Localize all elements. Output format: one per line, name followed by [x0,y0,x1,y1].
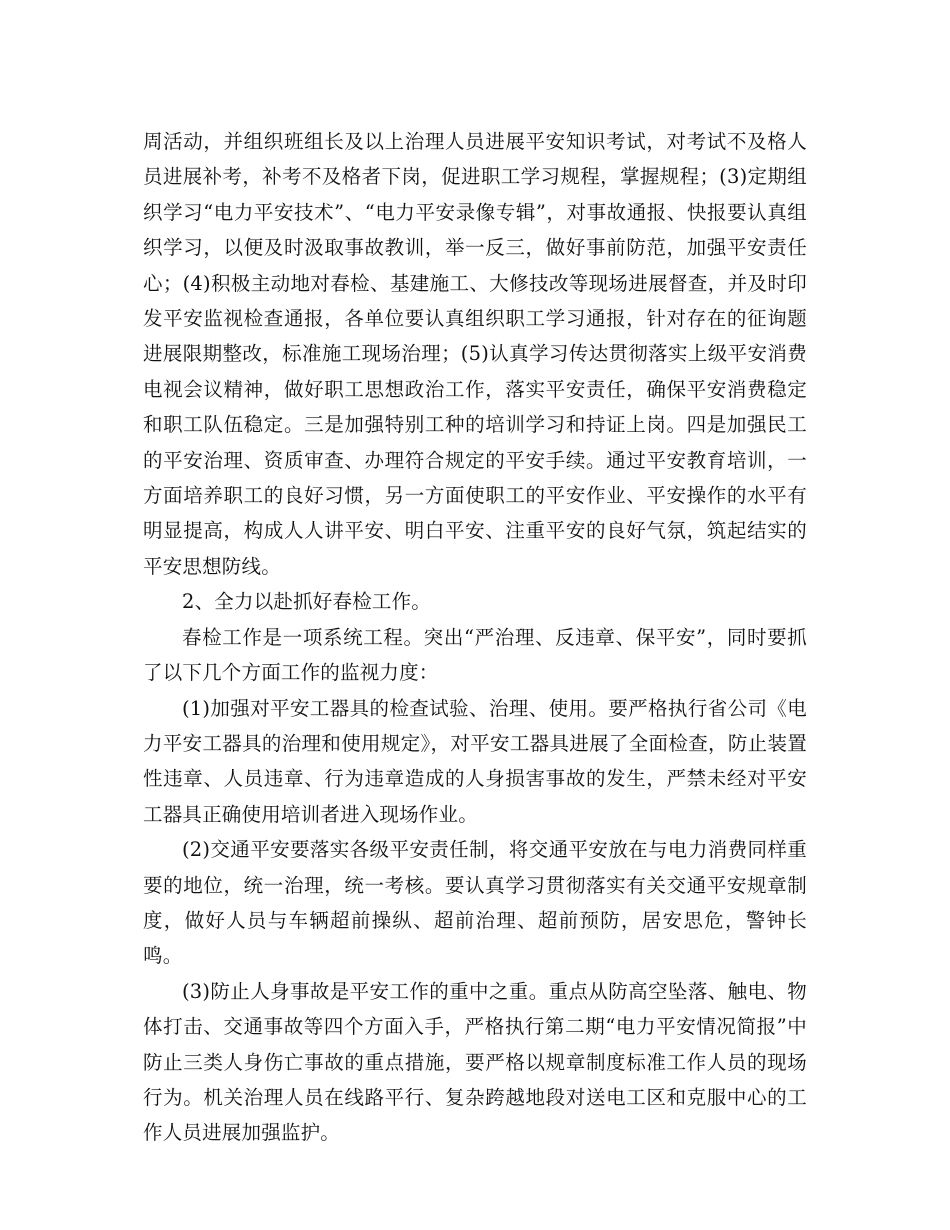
document-body [143,124,807,1151]
paragraph-item-3: (3)防止人身事故是平安工作的重中之重。重点从防高空坠落、触电、物体打击、交通事故等四个方面入手，严格执行第二期“电力平安情况简报”中防止三类人身伤亡事故的重点措施，要严格以规章制度标准工作人员的现场行为。机关治理人员在线路平行、复杂跨越地段对送电工区和克服中心的工作人员进展加强监护。 [143,979,807,1145]
paragraph-item-2: (2)交通平安要落实各级平安责任制，将交通平安放在与电力消费同样重要的地位，统一治理，统一考核。要认真学习贯彻落实有关交通平安规章制度，做好人员与车辆超前操纵、超前治理、超前预防，居安思危，警钟长鸣。 [143,838,807,968]
paragraph-continuation: 周活动，并组织班组长及以上治理人员进展平安知识考试，对考试不及格人员进展补考，补考不及格者下岗，促进职工学习规程，掌握规程；(3)定期组织学习“电力平安技术”、“电力平安录像专辑”，对事故通报、快报要认真组织学习，以便及时汲取事故教训，举一反三，做好事前防范，加强平安责任心；(4)积极主动地对春检、基建施工、大修技改等现场进展督查，并及时印发平安监视检查通报，各单位要认真组织职工学习通报，针对存在的征询题进展限期整改，标准施工现场治理；(5)认真学习传达贯彻落实上级平安消费电视会议精神，做好职工思想政治工作，落实平安责任，确保平安消费稳定和职工队伍稳定。三是加强特别工种的培训学习和持证上岗。四是加强民工的平安治理、资质审查、办理符合规定的平安手续。通过平安教育培训，一方面培养职工的良好习惯，另一方面使职工的平安作业、平安操作的水平有明显提高，构成人人讲平安、明白平安、注重平安的良好气氛，筑起结实的平安思想防线。 [143,130,807,578]
paragraph-intro: 春检工作是一项系统工程。突出“严治理、反违章、保平安”，同时要抓了以下几个方面工作的监视力度： [143,625,807,685]
paragraph-section-heading: 2、全力以赴抓好春检工作。 [182,590,432,614]
paragraph-item-1: (1)加强对平安工器具的检查试验、治理、使用。要严格执行省公司《电力平安工器具的治理和使用规定》，对平安工器具进展了全面检查，防止装置性违章、人员违章、行为违章造成的人身损害事故的发生，严禁未经对平安工器具正确使用培训者进入现场作业。 [143,696,807,826]
